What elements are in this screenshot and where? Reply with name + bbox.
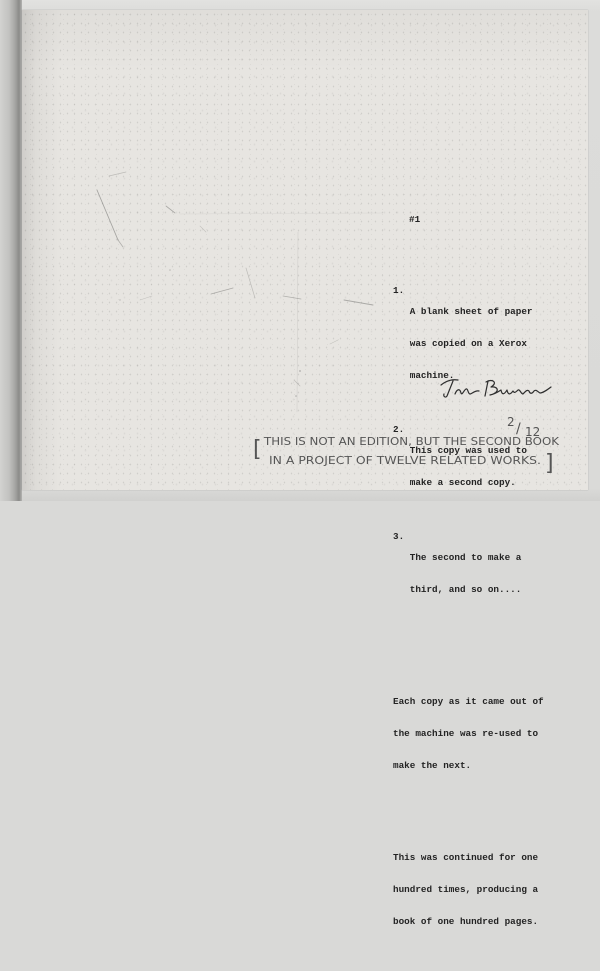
text-line: A blank sheet of paper [409,306,533,318]
text-line: make a second copy. [409,477,516,489]
step-item [393,532,544,618]
page-heading: #1 [409,214,421,226]
paragraph [393,676,544,794]
text-line: make the next. [393,760,472,772]
step-text [410,425,527,511]
step-item [393,425,544,511]
text-line: was copied on a Xerox [409,338,527,350]
edition-total: 12 [525,425,541,439]
text-line: This copy was used to [409,445,527,457]
text-line: the machine was re-used to [393,728,539,740]
step-number: 2. [393,423,405,435]
text-line: The second to make a [409,552,522,564]
typewritten-text [393,194,544,971]
text-line: book of one hundred pages. [393,916,539,928]
step-number: 3. [393,530,405,542]
book-gutter [0,0,22,501]
text-line: This was continued for one [393,852,539,864]
step-text [410,532,522,618]
note-line: IN A PROJECT OF TWELVE RELATED WORKS. [269,455,541,467]
step-item [393,286,544,404]
note-open-bracket: [ [253,437,262,462]
step-text [410,286,533,404]
edition-separator: / [516,421,521,437]
text-line: machine. [409,370,455,382]
edition-copy-number: 2 [507,415,515,429]
step-number: 1. [393,284,405,296]
text-line: third, and so on.... [409,584,522,596]
note-close-bracket: ] [545,451,554,476]
text-line: hundred times, producing a [393,884,539,896]
paragraph [393,832,544,950]
step-list [393,264,544,639]
note-line: THIS IS NOT AN EDITION, BUT THE SECOND BOOK [262,436,561,448]
text-line: Each copy as it came out of [393,696,544,708]
